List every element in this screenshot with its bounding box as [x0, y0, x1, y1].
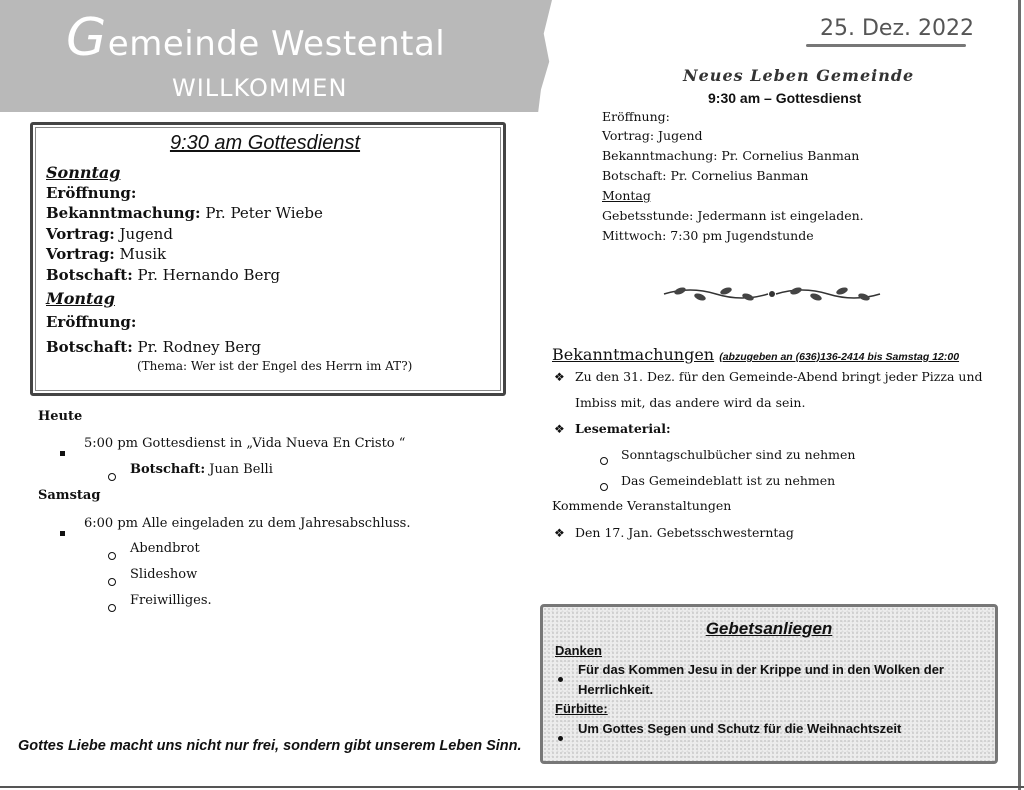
announcement-item: Den 17. Jan. Gebetsschwesterntag [575, 525, 794, 540]
service-box-title: 9:30 am Gottesdienst [169, 132, 361, 154]
heute-item: 5:00 pm Gottesdienst in „Vida Nueva En Cristo “ [84, 436, 406, 451]
samstag-heading: Samstag [38, 488, 101, 503]
diamond-bullet-icon: ❖ [554, 370, 565, 384]
danken-item-cont: Herrlichkeit. [578, 682, 654, 697]
neues-leben-time: 9:30 am – Gottesdienst [708, 90, 862, 106]
montag-line: Botschaft: Pr. Rodney Berg [46, 338, 262, 356]
page-edge-bottom [0, 786, 1024, 788]
diamond-bullet-icon: ❖ [554, 422, 565, 436]
church-name: Gemeinde Westental [66, 8, 446, 68]
bullet-square-icon [60, 521, 65, 540]
footer-quote: Gottes Liebe macht uns nicht nur frei, sondern gibt unserem Leben Sinn. [18, 738, 522, 754]
samstag-sub-item: Slideshow [130, 567, 198, 582]
announcement-sub-item: Das Gemeindeblatt ist zu nehmen [621, 473, 836, 488]
samstag-sub-item: Freiwilliges. [130, 593, 212, 608]
bullet-circle-icon [108, 571, 116, 590]
announcement-sub-item: Sonntagschulbücher sind zu nehmen [621, 447, 856, 462]
bulletin-date: 25. Dez. 2022 [820, 16, 974, 41]
neues-leben-line: Eröffnung: [602, 109, 670, 124]
thema-note: (Thema: Wer ist der Engel des Herrn im AT?) [137, 359, 413, 373]
heute-heading: Heute [38, 409, 83, 424]
danken-heading: Danken [555, 643, 602, 658]
bullet-dot-icon [558, 726, 563, 745]
heute-sub-item: Botschaft: Juan Belli [130, 462, 273, 477]
sonntag-line: Bekanntmachung: Pr. Peter Wiebe [46, 204, 323, 222]
neues-leben-line: Bekanntmachung: Pr. Cornelius Banman [602, 148, 860, 163]
sonntag-line: Vortrag: Jugend [46, 225, 173, 243]
danken-item: Für das Kommen Jesu in der Krippe und in den Wolken der [578, 662, 944, 677]
neues-leben-line: Mittwoch: 7:30 pm Jugendstunde [602, 228, 814, 243]
neues-leben-line: Vortrag: Jugend [602, 128, 703, 143]
neues-leben-title: Neues Leben Gemeinde [683, 66, 915, 85]
sonntag-heading: Sonntag [46, 163, 121, 182]
date-underline [806, 44, 966, 47]
upcoming-events-label: Kommende Veranstaltungen [552, 498, 732, 513]
prayer-box-title: Gebetsanliegen [705, 619, 833, 638]
samstag-item: 6:00 pm Alle eingeladen zu dem Jahresabschluss. [84, 516, 411, 531]
announcement-item: Zu den 31. Dez. für den Gemeinde-Abend bringt jeder Pizza und [575, 369, 983, 384]
announcements-heading: Bekanntmachungen (abzugeben an (636)136-2414 bis Samstag 12:00 [552, 345, 960, 364]
bullet-circle-icon [108, 597, 116, 616]
neues-leben-line: Botschaft: Pr. Cornelius Banman [602, 168, 809, 183]
sonntag-line: Botschaft: Pr. Hernando Berg [46, 266, 281, 284]
bullet-circle-icon [600, 476, 608, 495]
bullet-circle-icon [600, 450, 608, 469]
bullet-circle-icon [108, 545, 116, 564]
announcement-item-cont: Imbiss mit, das andere wird da sein. [575, 395, 806, 410]
diamond-bullet-icon: ❖ [554, 526, 565, 540]
samstag-sub-item: Abendbrot [130, 541, 200, 556]
montag-heading: Montag [46, 289, 115, 308]
ornament-divider-icon [660, 284, 884, 304]
neues-leben-montag: Montag [602, 188, 651, 203]
announcement-item: Lesematerial: [575, 421, 671, 436]
sonntag-line: Eröffnung: [46, 184, 137, 202]
sonntag-line: Vortrag: Musik [46, 245, 167, 263]
montag-line: Eröffnung: [46, 313, 137, 331]
bullet-circle-icon [108, 466, 116, 485]
page-edge-right [1018, 0, 1021, 790]
bullet-square-icon [60, 441, 65, 460]
neues-leben-line: Gebetsstunde: Jedermann ist eingeladen. [602, 208, 864, 223]
welcome-text: WILLKOMMEN [172, 74, 348, 102]
bullet-dot-icon [558, 667, 563, 686]
fuerbitte-heading: Fürbitte: [555, 701, 608, 716]
fuerbitte-item: Um Gottes Segen und Schutz für die Weihnachtszeit [578, 721, 902, 736]
